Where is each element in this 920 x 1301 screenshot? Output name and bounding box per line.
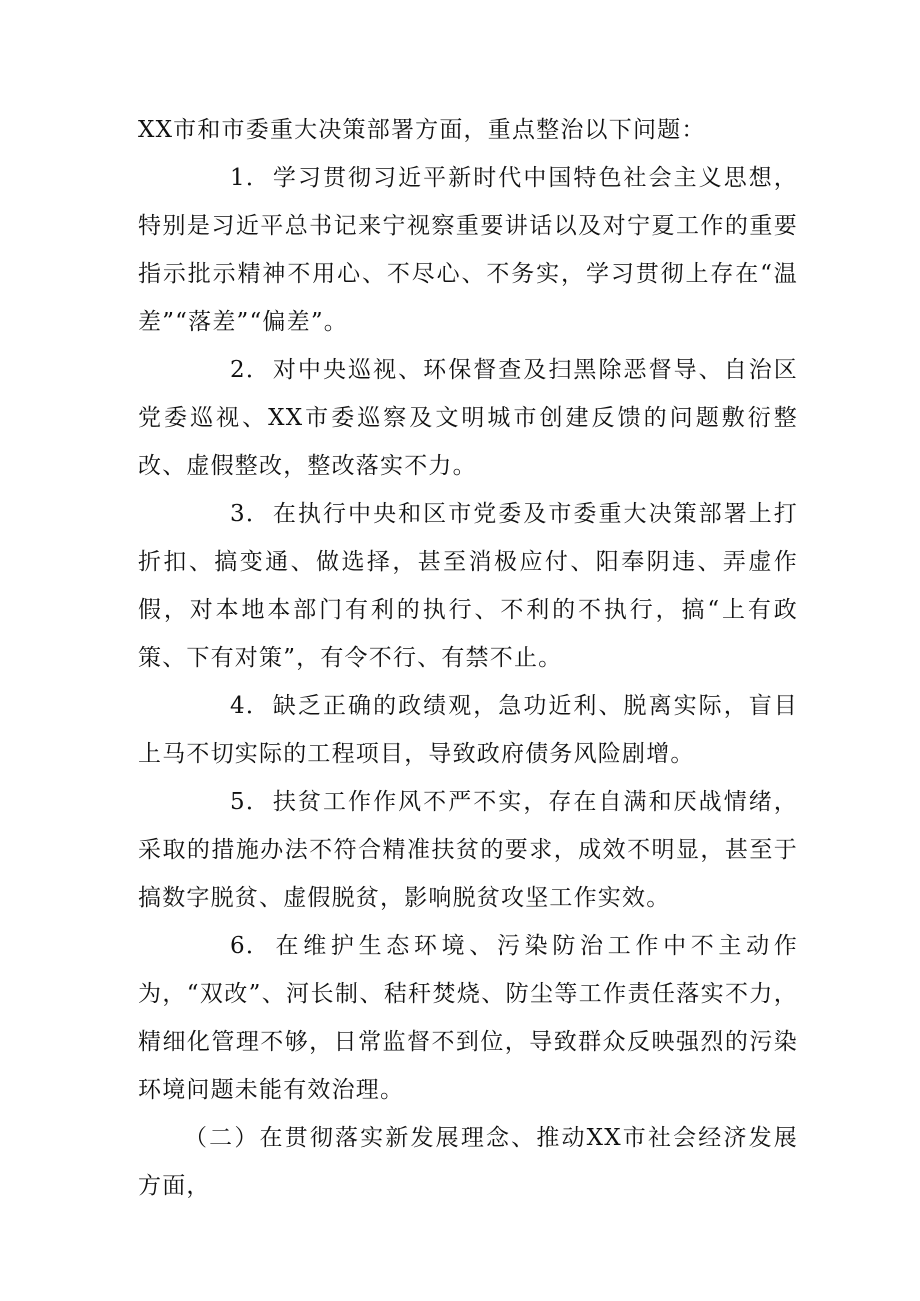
list-item-6	[138, 922, 798, 1114]
item-text: 扶贫工作作风不严不实，存在自满和厌战情绪，采取的措施办法不符合精准扶贫的要求，成效不明显，甚至于搞数字脱贫、虚假脱贫，影响脱贫攻坚工作实效。	[138, 789, 798, 911]
item-number: 3．	[230, 501, 271, 527]
item-number: 1．	[230, 165, 271, 191]
list-item-3	[138, 490, 798, 682]
document-body	[138, 106, 798, 1210]
section-heading: （二）在贯彻落实新发展理念、推动XX市社会经济发展方面，	[138, 1125, 798, 1199]
list-item-2	[138, 346, 798, 490]
item-text: 对中央巡视、环保督查及扫黑除恶督导、自治区党委巡视、XX市委巡察及文明城市创建反馈的问题敷衍整改、虚假整改，整改落实不力。	[138, 357, 798, 479]
opening-line: XX市和市委重大决策部署方面，重点整治以下问题：	[138, 117, 706, 143]
item-text: 学习贯彻习近平新时代中国特色社会主义思想，特别是习近平总书记来宁视察重要讲话以及对宁夏工作的重要指示批示精神不用心、不尽心、不务实，学习贯彻上存在“温差”“落差”“偏差”。	[138, 165, 798, 335]
item-text: 缺乏正确的政绩观，急功近利、脱离实际，盲目上马不切实际的工程项目，导致政府债务风险剧增。	[138, 693, 798, 767]
list-item-4	[138, 682, 798, 778]
list-item-1	[138, 154, 798, 346]
item-number: 4．	[230, 693, 271, 719]
item-number: 5．	[230, 789, 271, 815]
list-item-5	[138, 778, 798, 922]
item-text: 在维护生态环境、污染防治工作中不主动作为，“双改”、河长制、秸秆焚烧、防尘等工作责任落实不力，精细化管理不够，日常监督不到位，导致群众反映强烈的污染环境问题未能有效治理。	[138, 933, 798, 1103]
item-number: 2．	[230, 357, 271, 383]
item-number: 6．	[230, 933, 271, 959]
item-text: 在执行中央和区市党委及市委重大决策部署上打折扣、搞变通、做选择，甚至消极应付、阳奉阴违、弄虚作假，对本地本部门有利的执行、不利的不执行，搞“上有政策、下有对策”，有令不行、有禁不止。	[138, 501, 798, 671]
